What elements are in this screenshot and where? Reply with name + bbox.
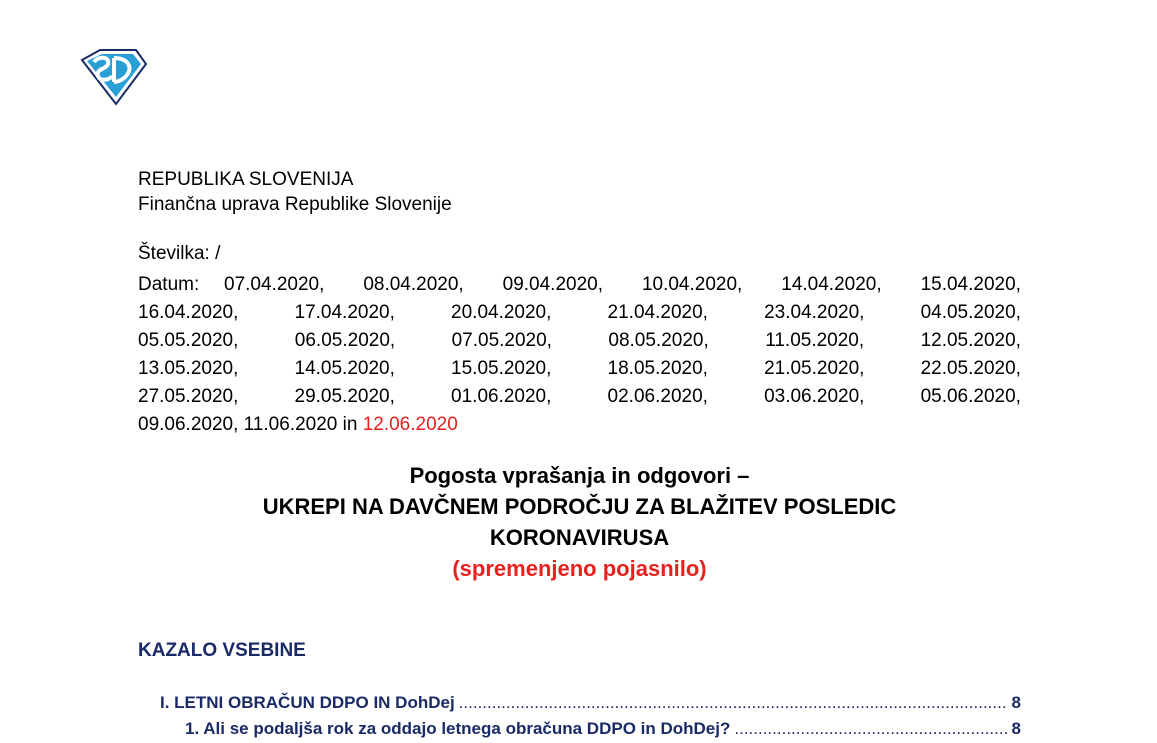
fu-logo-icon bbox=[78, 46, 148, 106]
toc-page-number: 8 bbox=[1011, 693, 1021, 712]
date-value: 05.06.2020, bbox=[920, 386, 1021, 407]
authority-name: Finančna uprava Republike Slovenije bbox=[138, 194, 452, 215]
toc-entry[interactable] bbox=[138, 690, 1021, 716]
date-value: 09.04.2020, bbox=[502, 274, 603, 295]
date-value: 06.05.2020, bbox=[294, 330, 396, 351]
date-value: 05.05.2020, bbox=[138, 330, 239, 351]
toc-entry-text: I. LETNI OBRAČUN DDPO IN DohDej bbox=[160, 693, 455, 712]
date-value: 15.05.2020, bbox=[451, 358, 552, 379]
date-row-last bbox=[138, 411, 458, 439]
date-value: 07.04.2020, bbox=[224, 274, 325, 295]
header-block bbox=[138, 167, 452, 266]
date-value: 08.04.2020, bbox=[363, 274, 464, 295]
title-subtitle: (spremenjeno pojasnilo) bbox=[452, 556, 707, 581]
date-value: 18.05.2020, bbox=[607, 358, 708, 379]
date-value: 29.05.2020, bbox=[294, 386, 395, 407]
date-value: 20.04.2020, bbox=[451, 302, 552, 323]
date-value: 21.04.2020, bbox=[607, 302, 708, 323]
title-line: UKREPI NA DAVČNEM PODROČJU ZA BLAŽITEV POSLEDIC bbox=[262, 494, 897, 519]
date-values: 09.06.2020, 11.06.2020 in bbox=[138, 414, 358, 435]
toc-entry[interactable] bbox=[138, 716, 1021, 742]
date-value: 07.05.2020, bbox=[451, 330, 552, 351]
date-value: 10.04.2020, bbox=[641, 274, 743, 295]
date-value: 23.04.2020, bbox=[764, 302, 865, 323]
date-row bbox=[138, 383, 1021, 411]
toc-heading: KAZALO VSEBINE bbox=[138, 640, 306, 661]
toc-entry-text: 1. Ali se podaljša rok za oddajo letnega obračuna DDPO in DohDej? bbox=[185, 719, 731, 738]
date-label: Datum: bbox=[138, 274, 200, 295]
country-name: REPUBLIKA SLOVENIJA bbox=[138, 169, 354, 190]
date-value: 04.05.2020, bbox=[920, 302, 1021, 323]
date-row bbox=[138, 355, 1021, 383]
document-number: Številka: / bbox=[138, 243, 221, 264]
toc-leader bbox=[459, 690, 1008, 716]
date-value: 12.05.2020, bbox=[920, 330, 1021, 351]
date-value: 17.04.2020, bbox=[294, 302, 395, 323]
title-line: Pogosta vprašanja in odgovori – bbox=[409, 463, 750, 488]
date-value: 14.05.2020, bbox=[294, 358, 395, 379]
date-row bbox=[224, 271, 1021, 299]
date-value: 08.05.2020, bbox=[608, 330, 709, 351]
latest-date: 12.06.2020 bbox=[362, 414, 458, 435]
date-value: 27.05.2020, bbox=[138, 386, 239, 407]
date-value: 22.05.2020, bbox=[920, 358, 1021, 379]
date-value: 16.04.2020, bbox=[138, 302, 239, 323]
toc-list bbox=[138, 690, 1021, 742]
date-value: 02.06.2020, bbox=[607, 386, 708, 407]
date-value: 11.05.2020, bbox=[765, 330, 865, 351]
date-value: 15.04.2020, bbox=[920, 274, 1021, 295]
document-title bbox=[138, 460, 1021, 584]
date-value: 01.06.2020, bbox=[451, 386, 552, 407]
date-value: 13.05.2020, bbox=[138, 358, 239, 379]
date-value: 03.06.2020, bbox=[764, 386, 865, 407]
toc-leader bbox=[734, 716, 1007, 742]
date-row bbox=[138, 299, 1021, 327]
date-value: 21.05.2020, bbox=[764, 358, 865, 379]
date-value: 14.04.2020, bbox=[781, 274, 882, 295]
date-row bbox=[138, 327, 1021, 355]
toc-page-number: 8 bbox=[1011, 719, 1021, 738]
dates-list bbox=[138, 299, 1021, 411]
title-line: KORONAVIRUSA bbox=[489, 525, 670, 550]
